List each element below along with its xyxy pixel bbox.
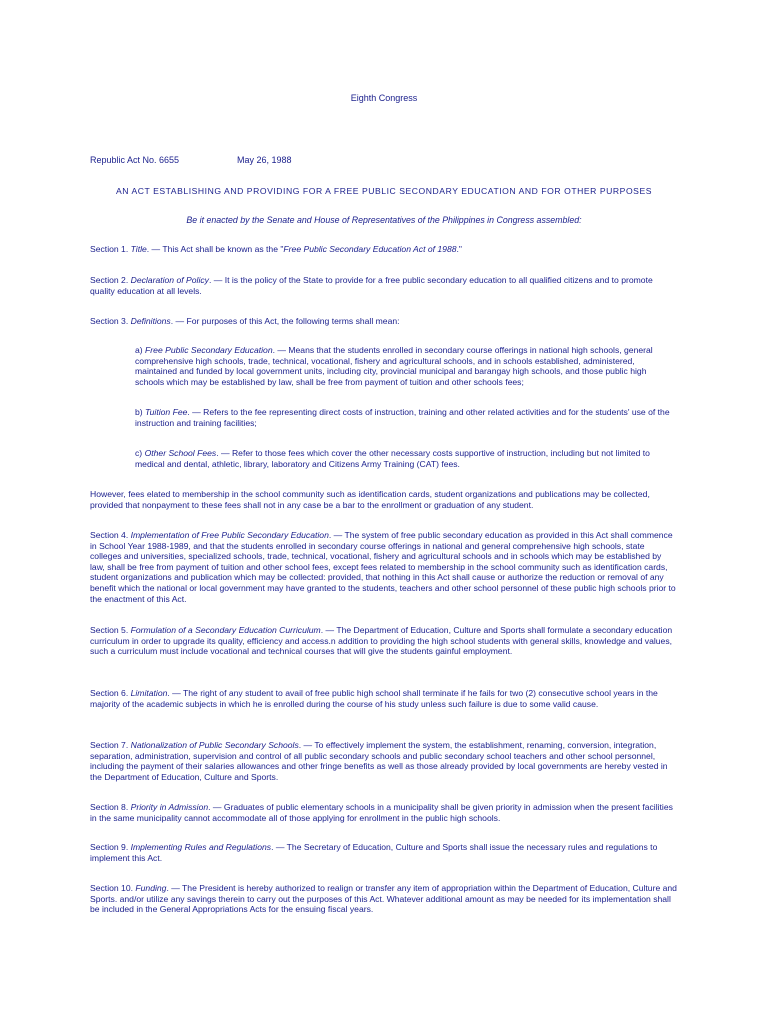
section-text: . — The President is hereby authorized to realign or transfer any item of appropriation within the Department of Education, Culture and Sports. and/or utilize any savings therein to carry out the purposes of this Act. Whatever additional amount as may be needed for its implementation shall be included in the General Appropriations Acts for the ensuing fiscal years. xyxy=(90,883,677,915)
item-text: . — Means that the students enrolled in secondary course offerings in national high schools, general comprehensive high schools, trade, technical, vocational, fishery and agricultural schools, and in schools established, administered, maintained and funded by local government units, including city, provincial municipal and barangay high schools, and those public high schools which may be established by law, shall be free from payment of tuition and other schools fees; xyxy=(135,345,653,387)
however-paragraph xyxy=(90,489,678,510)
item-heading: Other School Fees xyxy=(144,448,217,458)
item-heading: Free Public Secondary Education xyxy=(145,345,273,355)
section-label: Section 7. xyxy=(90,740,129,750)
act-title: AN ACT ESTABLISHING AND PROVIDING FOR A FREE PUBLIC SECONDARY EDUCATION AND FOR OTHER PURPOSES xyxy=(115,186,653,196)
section-text: . — The system of free public secondary education as provided in this Act shall commence in School Year 1988-1989, and that the students enrolled in secondary course offerings in national and general comprehensive high schools, state colleges and universities, specialized schools, trade, technical, vocational, fishery and agricultural schools and in schools which may be established by law, shall be free from payment of tuition and other school fees, except fees related to membership in the school community such as identification cards, student organizations and publication which may be collected: provided, that nothing in this Act shall cause or authorize the reduction or removal of any benefit which the national or local government may have granted to the students, teachers and other school personnel of these public high schools prior to the enactment of this Act. xyxy=(90,530,676,604)
section-9 xyxy=(90,842,678,863)
section-heading: Implementation of Free Public Secondary Education xyxy=(130,530,329,540)
section-label: Section 8. xyxy=(90,802,129,812)
section-label: Section 5. xyxy=(90,625,129,635)
item-label: c) xyxy=(135,448,143,458)
definition-b xyxy=(135,407,675,428)
section-text: . — The right of any student to avail of free public high school shall terminate if he fails for two (2) consecutive school years in the majority of the academic subjects in which he is enrolled during the course of his study unless such failure is due to some valid cause. xyxy=(90,688,658,709)
item-text: . — Refer to those fees which cover the other necessary costs supportive of instruction, including but not limited to medical and dental, athletic, library, laboratory and Citizens Army Training (CAT) fees. xyxy=(135,448,650,469)
section-heading: Nationalization of Public Secondary Schools xyxy=(130,740,299,750)
enacting-clause: Be it enacted by the Senate and House of Representatives of the Philippines in Congress assembled: xyxy=(186,215,582,225)
section-text: . — The Department of Education, Culture and Sports shall formulate a secondary education curriculum in order to upgrade its quality, efficiency and access.n addition to providing the high school students with general skills, knowledge and values, such a curriculum must include vocational and technical courses that will give the students gainful employment. xyxy=(90,625,673,657)
act-short-title: Free Public Secondary Education Act of 1988 xyxy=(283,244,457,254)
section-heading: Priority in Admission xyxy=(130,802,209,812)
section-heading: Implementing Rules and Regulations xyxy=(130,842,272,852)
section-text: . — The Secretary of Education, Culture and Sports shall issue the necessary rules and regulations to implement this Act. xyxy=(90,842,658,863)
section-heading: Formulation of a Secondary Education Curriculum xyxy=(130,625,321,635)
section-2 xyxy=(90,275,678,296)
act-number: Republic Act No. 6655 xyxy=(90,155,180,165)
section-text: . — For purposes of this Act, the following terms shall mean: xyxy=(170,316,400,326)
section-heading: Title xyxy=(130,244,147,254)
section-label: Section 4. xyxy=(90,530,129,540)
act-number-line xyxy=(90,155,292,166)
section-8 xyxy=(90,802,678,823)
section-label: Section 10. xyxy=(90,883,133,893)
section-heading: Funding xyxy=(135,883,167,893)
section-5 xyxy=(90,625,678,657)
section-heading: Definitions xyxy=(130,316,171,326)
section-text: . — Graduates of public elementary schools in a municipality shall be given priority in admission when the present facilities in the same municipality cannot accommodate all of those applying for enrollment in the public high schools. xyxy=(90,802,673,823)
definition-c xyxy=(135,448,675,469)
paragraph-text: However, fees elated to membership in the school community such as identification cards, student organizations and publications may be collected, provided that nonpayment to these fees shall not in any case be a bar to the enrollment or graduation of any student. xyxy=(90,489,650,510)
section-label: Section 1. xyxy=(90,244,129,254)
section-6 xyxy=(90,688,678,709)
section-label: Section 6. xyxy=(90,688,129,698)
section-4 xyxy=(90,530,678,604)
section-text: . — To effectively implement the system, the establishment, renaming, conversion, integration, separation, administration, supervision and control of all public secondary schools and public secondary school teachers and other school personnel, including the payment of their salaries allowances and other fringe benefits as well as those already provided by local governments are hereby vested in the Department of Education, Culture and Sports. xyxy=(90,740,668,782)
definition-a xyxy=(135,345,675,387)
item-label: a) xyxy=(135,345,143,355)
section-label: Section 2. xyxy=(90,275,129,285)
item-label: b) xyxy=(135,407,143,417)
section-3 xyxy=(90,316,678,327)
section-label: Section 9. xyxy=(90,842,129,852)
section-1: Section 1. Title. — This Act shall be known as the "Free Public Secondary Education Act of 1988." xyxy=(90,244,462,254)
section-label: Section 3. xyxy=(90,316,129,326)
section-heading: Limitation xyxy=(130,688,168,698)
section-heading: Declaration of Policy xyxy=(130,275,209,285)
section-10 xyxy=(90,883,678,915)
item-heading: Tuition Fee xyxy=(145,407,188,417)
act-date: May 26, 1988 xyxy=(237,155,292,165)
congress-heading: Eighth Congress xyxy=(350,93,418,103)
section-7 xyxy=(90,740,678,782)
item-text: . — Refers to the fee representing direct costs of instruction, training and other related activities and for the students' use of the instruction and training facilities; xyxy=(135,407,670,428)
section-text: . — It is the policy of the State to provide for a free public secondary education to all qualified citizens and to promote quality education at all levels. xyxy=(90,275,653,296)
